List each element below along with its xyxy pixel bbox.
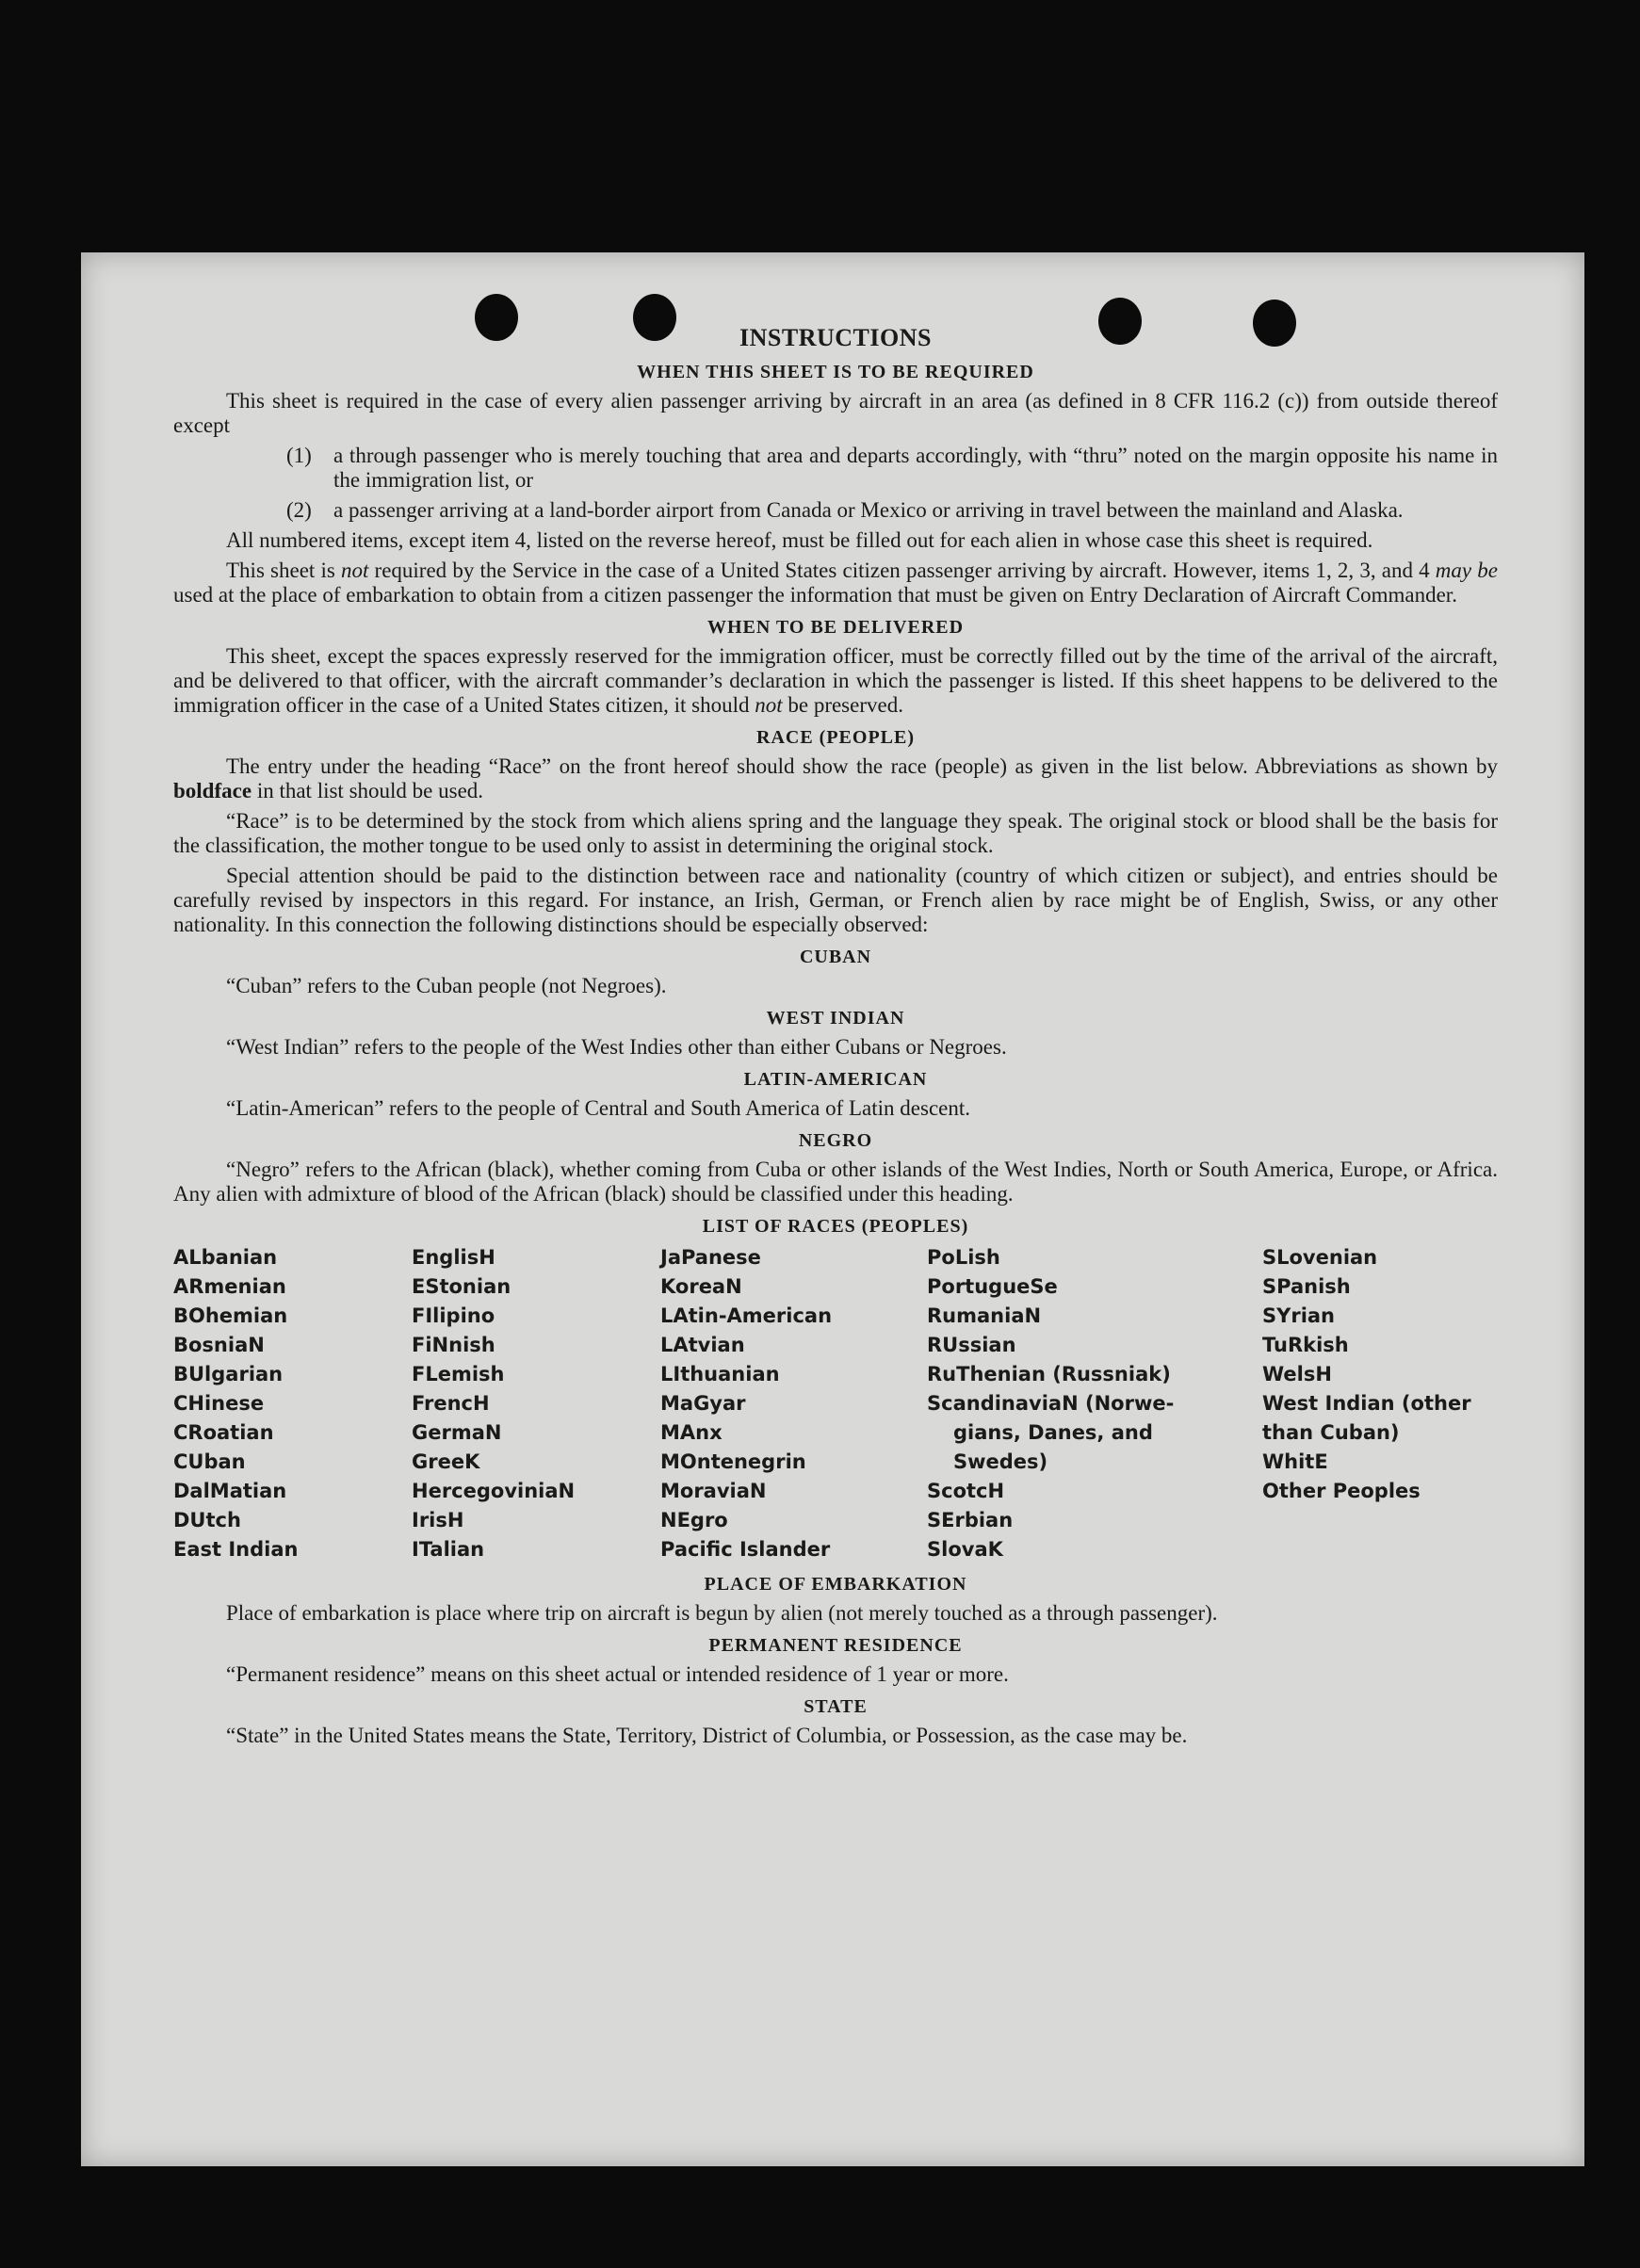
race-entry: MAnx <box>660 1421 723 1444</box>
race-entry: EStonian <box>412 1275 511 1298</box>
paragraph: “Race” is to be determined by the stock from which aliens spring and the language they speak. The original stock or blood shall be the basis for the classification, the mother tongue to be used only to assist in determining the original stock. <box>173 809 1498 857</box>
race-entry: LAtin-American <box>660 1304 833 1327</box>
race-entry: IrisH <box>412 1509 464 1531</box>
race-entry: ScotcH <box>927 1480 1005 1502</box>
race-entry: RumaniaN <box>927 1304 1042 1327</box>
text-run: This sheet is <box>226 559 341 582</box>
race-entry: BUlgarian <box>173 1363 284 1385</box>
race-entry: WhitE <box>1262 1450 1328 1473</box>
item-text: a passenger arriving at a land-border airport from Canada or Mexico or arriving in travel between the mainland and Alaska. <box>333 498 1404 522</box>
paragraph: “State” in the United States means the State, Territory, District of Columbia, or Possession, as the case may be. <box>226 1724 1188 1747</box>
race-entry: FIlipino <box>412 1304 495 1327</box>
italic-run: may be <box>1435 559 1498 582</box>
race-entry: LIthuanian <box>660 1363 780 1385</box>
race-entry: ARmenian <box>173 1275 286 1298</box>
race-entry: PortugueSe <box>927 1275 1058 1298</box>
race-entry: MoraviaN <box>660 1480 767 1502</box>
page-title: INSTRUCTIONS <box>739 324 932 351</box>
race-entry: DalMatian <box>173 1480 287 1502</box>
race-entry: gians, Danes, and <box>953 1421 1153 1444</box>
races-column <box>1262 1243 1498 1564</box>
section-heading: LIST OF RACES (PEOPLES) <box>702 1216 969 1237</box>
race-entry: West Indian (other <box>1262 1392 1471 1415</box>
list-item <box>173 498 1498 523</box>
section-heading: RACE (PEOPLE) <box>756 727 915 748</box>
text-run: be preserved. <box>782 693 903 717</box>
bold-run: boldface <box>173 779 252 802</box>
race-entry: ALbanian <box>173 1246 278 1269</box>
italic-run: not <box>340 559 369 582</box>
document-sheet <box>81 252 1584 2166</box>
paragraph: All numbered items, except item 4, listed on the reverse hereof, must be filled out for each alien in whose case this sheet is required. <box>226 528 1373 552</box>
paragraph <box>173 644 1498 718</box>
item-text: a through passenger who is merely touching that area and departs accordingly, with “thru” noted on the margin opposite his name in the immigration list, or <box>333 444 1498 492</box>
race-entry: MaGyar <box>660 1392 746 1415</box>
race-entry: JaPanese <box>660 1246 761 1269</box>
section-heading: WEST INDIAN <box>766 1008 905 1029</box>
paragraph <box>173 559 1498 608</box>
paragraph: “Latin-American” refers to the people of Central and South America of Latin descent. <box>226 1096 970 1120</box>
race-entry: SYrian <box>1262 1304 1336 1327</box>
section-heading: NEGRO <box>798 1130 873 1151</box>
race-entry: CUban <box>173 1450 246 1473</box>
paragraph: “West Indian” refers to the people of the West Indies other than either Cubans or Negroes. <box>226 1035 1007 1059</box>
list-item <box>173 444 1498 493</box>
document-body <box>173 324 1498 1754</box>
text-run: required by the Service in the case of a United States citizen passenger arriving by aircraft. However, items 1, 2, 3, and 4 <box>368 559 1436 582</box>
race-entry: LAtvian <box>660 1334 745 1356</box>
section-heading: CUBAN <box>799 947 872 967</box>
race-entry: DUtch <box>173 1509 241 1531</box>
race-entry: SPanish <box>1262 1275 1351 1298</box>
race-entry: WelsH <box>1262 1363 1332 1385</box>
race-entry: Swedes) <box>953 1450 1048 1473</box>
race-entry: Pacific Islander <box>660 1538 831 1561</box>
section-heading: LATIN-AMERICAN <box>743 1069 928 1090</box>
race-entry: SlovaK <box>927 1538 1003 1561</box>
race-entry: GreeK <box>412 1450 480 1473</box>
race-entry: EnglisH <box>412 1246 495 1269</box>
race-entry: RUssian <box>927 1334 1016 1356</box>
section-heading: WHEN THIS SHEET IS TO BE REQUIRED <box>637 362 1034 382</box>
paragraph: This sheet is required in the case of every alien passenger arriving by aircraft in an area (as defined in 8 CFR 116.2 (c)) from outside thereof except <box>173 389 1498 437</box>
paragraph: “Cuban” refers to the Cuban people (not Negroes). <box>226 974 667 997</box>
race-entry: BOhemian <box>173 1304 288 1327</box>
section-heading: PERMANENT RESIDENCE <box>708 1635 963 1656</box>
race-entry: FiNnish <box>412 1334 495 1356</box>
race-entry: NEgro <box>660 1509 728 1531</box>
paragraph: Special attention should be paid to the distinction between race and nationality (country of which citizen or subject), and entries should be carefully revised by inspectors in this regard. For instance, an Irish, German, or French alien by race might be of English, Swiss, or any other nationality. In this connection the following distinctions should be especially observed: <box>173 864 1498 936</box>
section-heading: PLACE OF EMBARKATION <box>704 1574 967 1595</box>
race-entry: FLemish <box>412 1363 505 1385</box>
text-run: The entry under the heading “Race” on the front hereof should show the race (people) as given in the list below. Abbreviations as shown by <box>226 754 1498 778</box>
race-entry: CHinese <box>173 1392 265 1415</box>
race-entry: SErbian <box>927 1509 1014 1531</box>
race-entry: PoLish <box>927 1246 1000 1269</box>
race-entry: FrencH <box>412 1392 490 1415</box>
race-entry: GermaN <box>412 1421 502 1444</box>
race-entry: MOntenegrin <box>660 1450 806 1473</box>
race-entry: TuRkish <box>1262 1334 1349 1356</box>
text-run: This sheet, except the spaces expressly reserved for the immigration officer, must be correctly filled out by the time of the arrival of the aircraft, and be delivered to that officer, with the aircraft commander’s declaration in which the passenger is listed. If this sheet happens to be delivered to the immigration officer in the case of a United States citizen, it should <box>173 644 1498 717</box>
race-entry: ITalian <box>412 1538 485 1561</box>
races-column <box>927 1243 1262 1564</box>
race-entry: KoreaN <box>660 1275 742 1298</box>
race-entry: RuThenian (Russniak) <box>927 1363 1171 1385</box>
races-column <box>660 1243 927 1564</box>
paragraph: “Negro” refers to the African (black), whether coming from Cuba or other islands of the West Indies, North or South America, Europe, or Africa. Any alien with admixture of blood of the African (black) should be classified under this heading. <box>173 1158 1498 1206</box>
race-entry: East Indian <box>173 1538 299 1561</box>
race-entry: CRoatian <box>173 1421 274 1444</box>
race-entry: Other Peoples <box>1262 1480 1421 1502</box>
races-list <box>173 1243 1498 1564</box>
races-column <box>173 1243 412 1564</box>
text-run: used at the place of embarkation to obtain from a citizen passenger the information that must be given on Entry Declaration of Aircraft Commander. <box>173 583 1457 607</box>
paragraph: “Permanent residence” means on this sheet actual or intended residence of 1 year or more. <box>226 1662 1009 1686</box>
exception-list <box>173 444 1498 523</box>
race-entry: SLovenian <box>1262 1246 1378 1269</box>
race-entry: HercegoviniaN <box>412 1480 576 1502</box>
race-entry: ScandinaviaN (Norwe- <box>927 1392 1175 1415</box>
race-entry: than Cuban) <box>1262 1421 1400 1444</box>
paragraph: Place of embarkation is place where trip on aircraft is begun by alien (not merely touched as a through passenger). <box>226 1601 1218 1625</box>
paragraph <box>173 754 1498 803</box>
race-entry: BosniaN <box>173 1334 265 1356</box>
text-run: in that list should be used. <box>252 779 484 802</box>
item-number: (1) <box>286 444 312 467</box>
section-heading: WHEN TO BE DELIVERED <box>706 617 965 638</box>
section-heading: STATE <box>804 1696 868 1717</box>
item-number: (2) <box>286 498 312 522</box>
italic-run: not <box>755 693 783 717</box>
races-column <box>412 1243 660 1564</box>
